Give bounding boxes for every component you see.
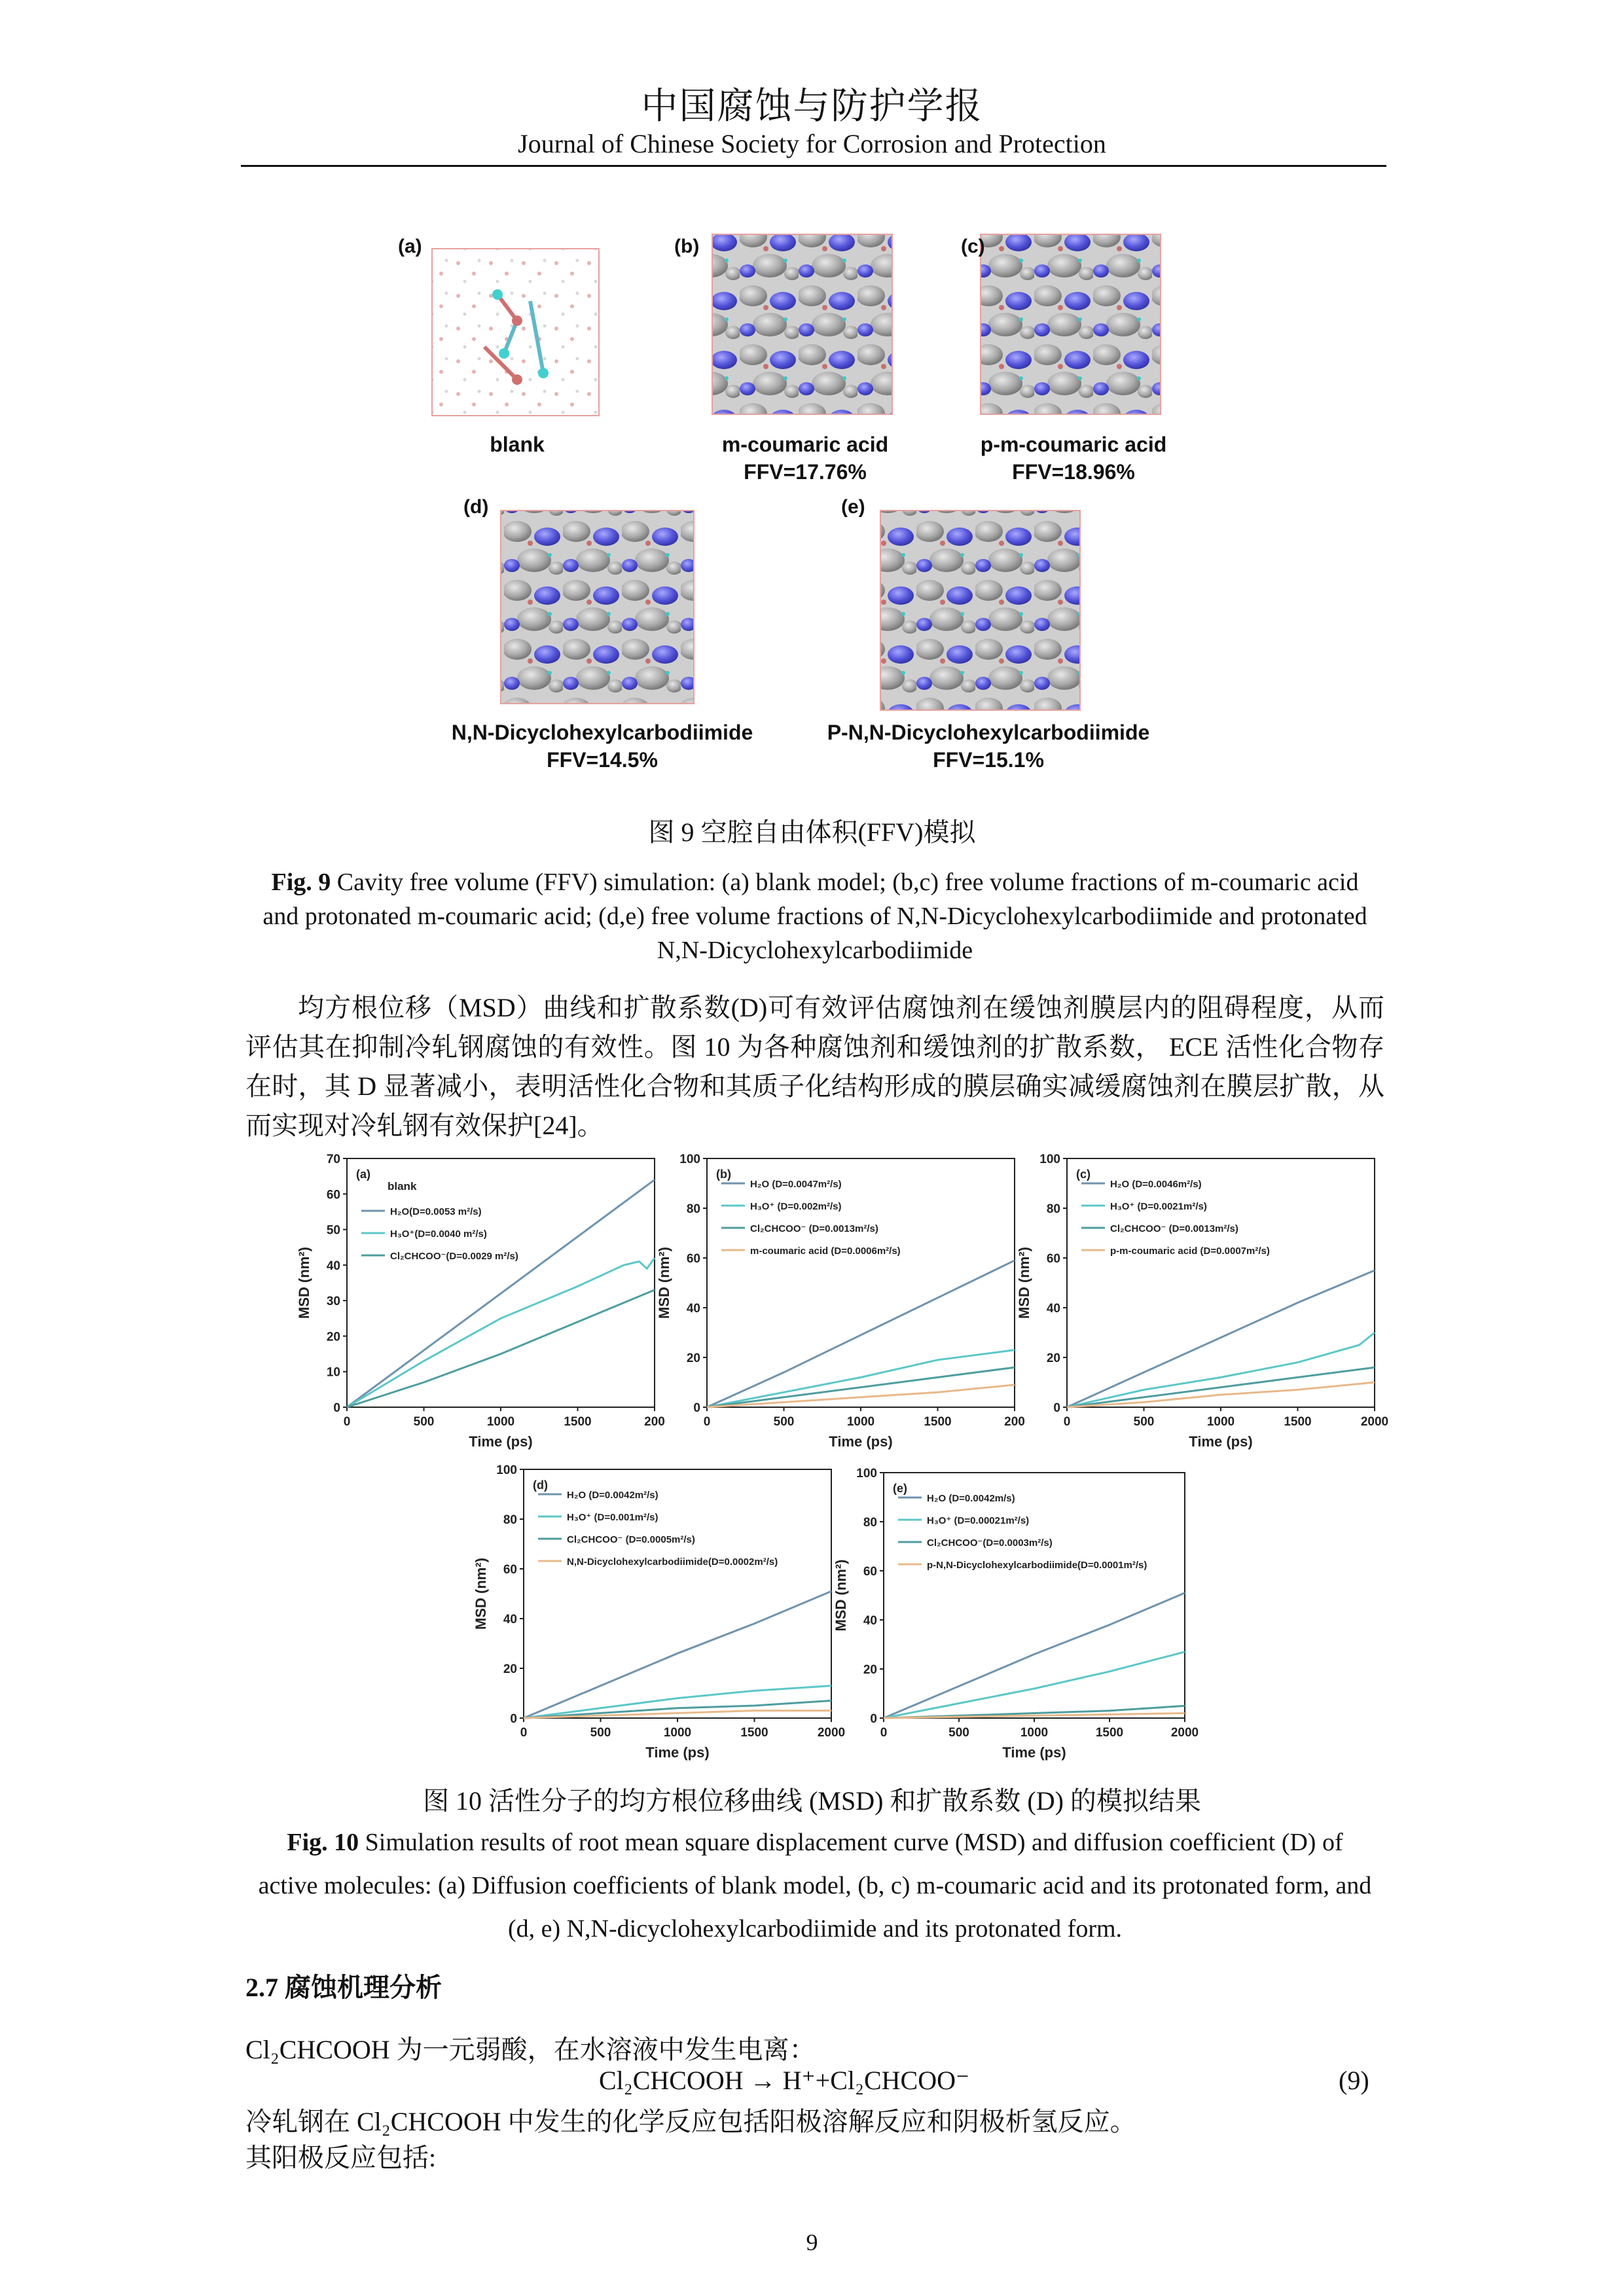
chart-c-ytick-label: 60 bbox=[1046, 1252, 1060, 1266]
fig9-caption-d: N,N-Dicyclohexylcarbodiimide FFV=14.5% bbox=[451, 721, 753, 772]
chart-a-xtick-label: 500 bbox=[413, 1415, 435, 1429]
fig10-caption-en: Fig. 10 Simulation results of root mean square displacement curve (MSD) and diffusion coefficient (D) of active molecules: (a) Diffusion coefficients of blank model, (b, c) m-coumaric acid and its protonated form, and (d, e) N,N-dicyclohexylcarbodiimide and its protonated form. bbox=[258, 1829, 1372, 1943]
chart-d-xtick-label: 2000 bbox=[817, 1726, 846, 1740]
fig9-caption-a: blank bbox=[490, 433, 545, 456]
chart-e-ytick-label: 60 bbox=[863, 1565, 877, 1579]
chart-a-panel-label: (a) bbox=[356, 1168, 370, 1181]
chart-e-ytick-label: 0 bbox=[870, 1712, 877, 1726]
section-line-3: 其阳极反应包括: bbox=[245, 2143, 437, 2172]
chart-b-xtick-label: 0 bbox=[703, 1415, 711, 1429]
chart-e-ytick-label: 100 bbox=[856, 1467, 877, 1480]
chart-b-xtick-label: 500 bbox=[773, 1415, 795, 1429]
chart-b-xtick-label: 1000 bbox=[846, 1415, 875, 1429]
chart-b-xtick-label: 200 bbox=[1004, 1415, 1025, 1429]
chart-a-ytick-label: 70 bbox=[326, 1153, 340, 1166]
chart-a-xtick-label: 0 bbox=[343, 1415, 351, 1429]
chart-c-ytick-label: 80 bbox=[1046, 1202, 1060, 1216]
fig9-box-a bbox=[432, 249, 599, 416]
chart-b-series-1 bbox=[707, 1350, 1015, 1407]
chart-a-frame bbox=[347, 1158, 655, 1407]
fig9-label-e: (e) bbox=[841, 496, 865, 518]
chart-c-xtick-label: 1000 bbox=[1206, 1415, 1235, 1429]
chart-a-legend-label-2: Cl₂CHCOO⁻(D=0.0029 m²/s) bbox=[390, 1251, 518, 1262]
chart-d-legend-label-1: H₃O⁺ (D=0.001m²/s) bbox=[567, 1512, 659, 1523]
chart-c-legend-label-3: p-m-coumaric acid (D=0.0007m²/s) bbox=[1110, 1246, 1270, 1257]
chart-e-series-0 bbox=[884, 1593, 1185, 1718]
chart-a-ytick-label: 50 bbox=[326, 1223, 340, 1238]
chart-d-ytick-label: 0 bbox=[510, 1712, 517, 1726]
fig9-box-d bbox=[501, 511, 694, 704]
chart-d-xtick-label: 0 bbox=[520, 1726, 528, 1740]
chart-d-legend-label-0: H₂O (D=0.0042m²/s) bbox=[567, 1490, 659, 1501]
chart-b-ytick-label: 100 bbox=[679, 1153, 700, 1166]
header-rule bbox=[241, 165, 1386, 167]
chart-c-ytick-label: 100 bbox=[1039, 1153, 1060, 1166]
fig9-label-c: (c) bbox=[961, 236, 985, 257]
chart-a-title: blank bbox=[388, 1180, 417, 1193]
chart-b-legend-label-3: m-coumaric acid (D=0.0006m²/s) bbox=[750, 1246, 901, 1257]
chart-c-ytick-label: 0 bbox=[1053, 1401, 1060, 1415]
chart-a-legend-label-1: H₃O⁺(D=0.0040 m²/s) bbox=[390, 1229, 487, 1240]
figure-9 bbox=[386, 223, 1257, 785]
chart-c-xtick-label: 500 bbox=[1133, 1415, 1155, 1429]
fig9-box-b bbox=[712, 234, 892, 414]
fig9-panel-a bbox=[432, 249, 599, 416]
chart-d-ytick-label: 40 bbox=[503, 1613, 517, 1626]
chart-d-xtick-label: 1000 bbox=[663, 1726, 692, 1740]
chart-d-series-2 bbox=[524, 1700, 831, 1718]
figure-10-charts bbox=[288, 1145, 1401, 1800]
chart-e-xtick-label: 1500 bbox=[1095, 1726, 1124, 1740]
chart-a-ytick-label: 10 bbox=[326, 1365, 340, 1380]
fig9-label-b: (b) bbox=[674, 236, 700, 257]
chart-c-xtick-label: 1500 bbox=[1284, 1415, 1312, 1429]
section-heading: 2.7 腐蚀机理分析 bbox=[245, 1973, 442, 2002]
chart-a-xlabel: Time (ps) bbox=[469, 1433, 533, 1450]
figure-10 bbox=[288, 1145, 1401, 1800]
chart-b-series-0 bbox=[707, 1261, 1015, 1407]
chart-a-xtick-label: 1500 bbox=[564, 1415, 592, 1429]
fig10-caption-cn: 图 10 活性分子的均方根位移曲线 (MSD) 和扩散系数 (D) 的模拟结果 bbox=[423, 1786, 1201, 1816]
chart-c-panel-label: (c) bbox=[1076, 1168, 1091, 1181]
section-line-1: Cl₂CHCOOH 为一元弱酸，在水溶液中发生电离： bbox=[245, 2035, 816, 2064]
equation-9: Cl₂CHCOOH → H⁺+Cl₂CHCOO⁻ bbox=[599, 2066, 970, 2095]
fig9-caption-c: p-m-coumaric acid FFV=18.96% bbox=[980, 433, 1167, 484]
chart-b-xtick-label: 1500 bbox=[924, 1415, 952, 1429]
fig9-box-e bbox=[880, 511, 1080, 710]
chart-d-ytick-label: 100 bbox=[496, 1463, 517, 1477]
page-number: 9 bbox=[806, 2229, 818, 2255]
chart-d-xtick-label: 1500 bbox=[740, 1726, 768, 1740]
chart-b-legend-label-0: H₂O (D=0.0047m²/s) bbox=[750, 1179, 842, 1190]
chart-b-panel-label: (b) bbox=[716, 1168, 731, 1181]
chart-d-xtick-label: 500 bbox=[590, 1726, 611, 1740]
chart-a-ytick-label: 30 bbox=[326, 1295, 340, 1309]
chart-a-xtick-label: 200 bbox=[644, 1415, 665, 1429]
chart-e-frame bbox=[884, 1473, 1185, 1718]
chart-a-ylabel: MSD (nm²) bbox=[296, 1247, 312, 1319]
chart-c-ylabel: MSD (nm²) bbox=[1016, 1247, 1032, 1319]
fig9-label-a: (a) bbox=[398, 236, 422, 257]
chart-b-legend-label-1: H₃O⁺ (D=0.002m²/s) bbox=[750, 1201, 842, 1212]
chart-e-xtick-label: 0 bbox=[880, 1726, 888, 1740]
chart-a-xtick-label: 1000 bbox=[486, 1415, 515, 1429]
chart-e-ylabel: MSD (nm²) bbox=[833, 1559, 849, 1632]
chart-e-xtick-label: 1000 bbox=[1020, 1726, 1049, 1740]
chart-c-xlabel: Time (ps) bbox=[1189, 1433, 1253, 1450]
chart-c-ytick-label: 40 bbox=[1046, 1302, 1060, 1316]
chart-a-ytick-label: 20 bbox=[326, 1330, 340, 1344]
chart-c-legend-label-2: Cl₂CHCOO⁻ (D=0.0013m²/s) bbox=[1110, 1223, 1238, 1234]
chart-a-ytick-label: 40 bbox=[326, 1259, 340, 1273]
chart-d-ytick-label: 20 bbox=[503, 1662, 517, 1676]
chart-e-xtick-label: 2000 bbox=[1170, 1726, 1199, 1740]
chart-a-ytick-label: 0 bbox=[333, 1401, 340, 1415]
chart-c-ytick-label: 20 bbox=[1046, 1352, 1060, 1365]
fig9-label-d: (d) bbox=[463, 496, 489, 518]
chart-d-ytick-label: 80 bbox=[503, 1513, 517, 1527]
chart-d-legend-label-2: Cl₂CHCOO⁻ (D=0.0005m²/s) bbox=[567, 1534, 695, 1545]
chart-d-ylabel: MSD (nm²) bbox=[473, 1558, 489, 1630]
chart-e-legend-label-2: Cl₂CHCOO⁻(D=0.0003m²/s) bbox=[927, 1537, 1053, 1549]
chart-b-ylabel: MSD (nm²) bbox=[656, 1247, 672, 1319]
chart-e-legend-label-0: H₂O (D=0.0042m/s) bbox=[927, 1493, 1015, 1504]
equation-number: (9) bbox=[1339, 2066, 1369, 2095]
fig9-caption-e: P-N,N-Dicyclohexylcarbodiimide FFV=15.1% bbox=[827, 721, 1150, 772]
chart-d-ytick-label: 60 bbox=[503, 1563, 517, 1577]
chart-e-panel-label: (e) bbox=[893, 1482, 907, 1495]
chart-e-ytick-label: 80 bbox=[863, 1516, 877, 1530]
chart-a-series-1 bbox=[347, 1258, 655, 1407]
chart-d-panel-label: (d) bbox=[533, 1479, 548, 1492]
chart-c-legend-label-1: H₃O⁺ (D=0.0021m²/s) bbox=[1110, 1201, 1207, 1212]
fig9-caption-b: m-coumaric acid FFV=17.76% bbox=[721, 433, 889, 484]
chart-d-legend-label-3: N,N-Dicyclohexylcarbodiimide(D=0.0002m²/s) bbox=[567, 1556, 778, 1568]
chart-b-xlabel: Time (ps) bbox=[829, 1433, 893, 1450]
chart-b-legend-label-2: Cl₂CHCOO⁻ (D=0.0013m²/s) bbox=[750, 1223, 878, 1234]
chart-e-xlabel: Time (ps) bbox=[1002, 1744, 1066, 1761]
journal-title-cn: 中国腐蚀与防护学报 bbox=[641, 86, 983, 127]
figure-9-graphic bbox=[386, 223, 1257, 785]
chart-e-legend-label-3: p-N,N-Dicyclohexylcarbodiimide(D=0.0001m²/s) bbox=[927, 1560, 1147, 1571]
chart-e-xtick-label: 500 bbox=[948, 1726, 969, 1740]
chart-d-xlabel: Time (ps) bbox=[645, 1744, 710, 1761]
section-line-2: 冷轧钢在 Cl₂CHCOOH 中发生的化学反应包括阳极溶解反应和阴极析氢反应。 bbox=[245, 2107, 1136, 2136]
paragraph-msd: 均方根位移（MSD）曲线和扩散系数(D)可有效评估腐蚀剂在缓蚀剂膜层内的阻碍程度，从而评估其在抑制冷轧钢腐蚀的有效性。图 10 为各种腐蚀剂和缓蚀剂的扩散系数， ECE 活性化合物存在时，其 D 显著减小，表明活性化合物和其质子化结构形成的膜层确实减缓腐蚀剂在膜层扩散，从而实现对冷轧钢有效保护[24]。 bbox=[245, 993, 1384, 1140]
chart-c-frame bbox=[1067, 1158, 1375, 1407]
chart-a-ytick-label: 60 bbox=[326, 1188, 340, 1202]
fig9-caption-en: Fig. 9 Cavity free volume (FFV) simulation: (a) blank model; (b,c) free volume fractions of m-coumaric acid and protonated m-coumaric acid; (d,e) free volume fractions of N,N-Dicyclohexylcarbodiimide and protonated N,N-Dicyclohexylcarbodiimide bbox=[262, 869, 1367, 964]
fig9-box-c bbox=[981, 234, 1161, 414]
chart-a-legend-label-0: H₂O(D=0.0053 m²/s) bbox=[390, 1206, 482, 1217]
fig9-caption-cn: 图 9 空腔自由体积(FFV)模拟 bbox=[648, 817, 976, 847]
chart-b-ytick-label: 0 bbox=[693, 1401, 700, 1415]
chart-c-xtick-label: 0 bbox=[1063, 1415, 1071, 1429]
chart-b-ytick-label: 60 bbox=[686, 1252, 700, 1266]
chart-e-ytick-label: 40 bbox=[863, 1614, 877, 1628]
chart-c-series-1 bbox=[1067, 1333, 1375, 1407]
chart-e-legend-label-1: H₃O⁺ (D=0.00021m²/s) bbox=[927, 1515, 1030, 1526]
chart-b-ytick-label: 40 bbox=[686, 1302, 700, 1316]
chart-a-series-2 bbox=[347, 1290, 655, 1407]
chart-c-legend-label-0: H₂O (D=0.0046m²/s) bbox=[1110, 1179, 1202, 1190]
chart-d-frame bbox=[524, 1469, 831, 1718]
chart-b-ytick-label: 80 bbox=[686, 1202, 700, 1216]
chart-e-ytick-label: 20 bbox=[863, 1663, 877, 1677]
chart-c-xtick-label: 2000 bbox=[1360, 1415, 1389, 1429]
journal-title-en: Journal of Chinese Society for Corrosion and Protection bbox=[518, 129, 1106, 158]
chart-b-ytick-label: 20 bbox=[686, 1352, 700, 1365]
